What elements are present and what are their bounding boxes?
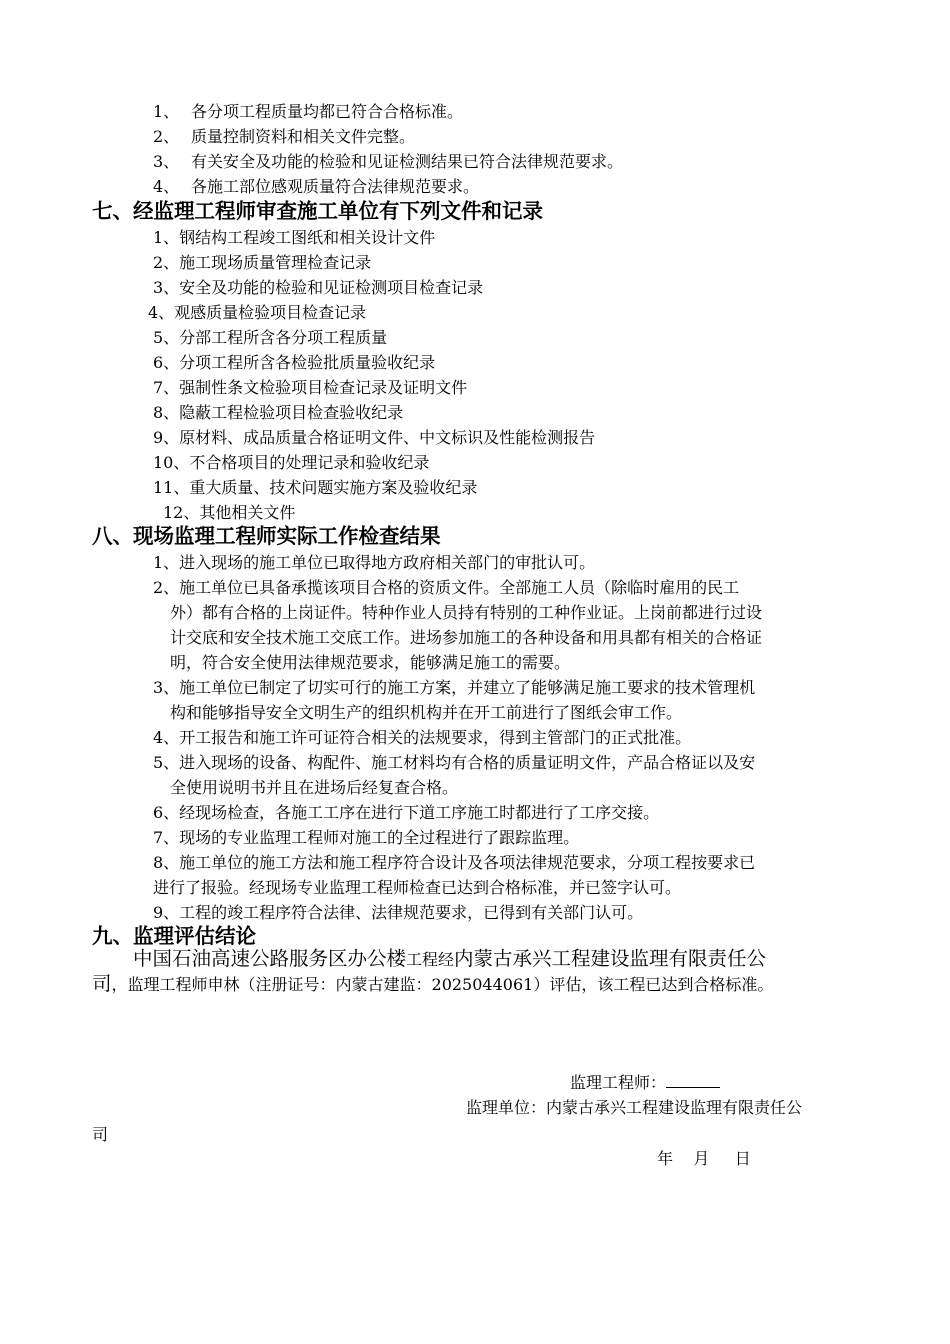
section8-item-5: 5、进入现场的设备、构配件、施工材料均有合格的质量证明文件，产品合格证以及安	[153, 753, 756, 772]
section8-item-9: 9、工程的竣工程序符合法律、法律规范要求，已得到有关部门认可。	[153, 903, 644, 922]
section7-item: 3、安全及功能的检验和见证检测项目检查记录	[153, 278, 484, 297]
section8-item-3-cont: 构和能够指导安全文明生产的组织机构并在开工前进行了图纸会审工作。	[170, 703, 683, 722]
section8-item-4: 4、开工报告和施工许可证符合相关的法规要求，得到主管部门的正式批准。	[153, 728, 692, 747]
section7-item: 11、重大质量、技术问题实施方案及验收纪录	[153, 478, 478, 497]
section6-item-3: 3、 有关安全及功能的检验和见证检测结果已符合法律规范要求。	[153, 152, 624, 171]
section8-item-6: 6、经现场检查，各施工工序在进行下道工序施工时都进行了工序交接。	[153, 803, 660, 822]
signature-blank	[666, 1070, 720, 1088]
section7-item: 6、分项工程所含各检验批质量验收纪录	[153, 353, 436, 372]
section6-item-4: 4、 各施工部位感观质量符合法律规范要求。	[153, 177, 480, 196]
section8-item-8: 8、施工单位的施工方法和施工程序符合设计及各项法律规范要求，分项工程按要求已	[153, 853, 756, 872]
signature-date: 年 月 日	[657, 1149, 751, 1168]
section7-item: 5、分部工程所含各分项工程质量	[153, 328, 388, 347]
section8-heading: 八、现场监理工程师实际工作检查结果	[92, 524, 441, 548]
section6-item-1: 1、 各分项工程质量均都已符合合格标准。	[153, 102, 464, 121]
section8-item-2-cont: 外）都有合格的上岗证件。特种作业人员持有特别的工种作业证。上岗前都进行过设	[170, 603, 763, 622]
section7-item: 2、施工现场质量管理检查记录	[153, 253, 372, 272]
section7-item: 7、强制性条文检验项目检查记录及证明文件	[153, 378, 468, 397]
section8-item-2-cont: 明，符合安全使用法律规范要求，能够满足施工的需要。	[170, 653, 571, 672]
supervision-unit-label: 监理单位：内蒙古承兴工程建设监理有限责任公	[466, 1098, 803, 1117]
section8-item-7: 7、现场的专业监理工程师对施工的全过程进行了跟踪监理。	[153, 828, 580, 847]
section8-item-8-cont: 进行了报验。经现场专业监理工程师检查已达到合格标准，并已签字认可。	[153, 878, 682, 897]
section7-item: 10、不合格项目的处理记录和验收纪录	[153, 453, 430, 472]
engineer-signature-line: 监理工程师：	[570, 1070, 720, 1095]
section7-heading: 七、经监理工程师审查施工单位有下列文件和记录	[92, 199, 543, 223]
section7-item: 9、原材料、成品质量合格证明文件、中文标识及性能检测报告	[153, 428, 596, 447]
section6-item-2: 2、 质量控制资料和相关文件完整。	[153, 127, 416, 146]
supervision-unit-label-cont: 司	[92, 1125, 109, 1144]
section8-item-2-cont: 计交底和安全技术施工交底工作。进场参加施工的各种设备和用具都有相关的合格证	[170, 628, 763, 647]
section8-item-5-cont: 全使用说明书并且在进场后经复查合格。	[170, 778, 459, 797]
section7-item: 8、隐蔽工程检验项目检查验收纪录	[153, 403, 404, 422]
section8-item-1: 1、进入现场的施工单位已取得地方政府相关部门的审批认可。	[153, 553, 596, 572]
section9-heading: 九、监理评估结论	[92, 924, 256, 948]
section8-item-2: 2、施工单位已具备承揽该项目合格的资质文件。全部施工人员（除临时雇用的民工	[153, 578, 740, 597]
conclusion-paragraph-line2: 司，监理工程师申林（注册证号：内蒙古建监：2025044061）评估，该工程已达到合格标准。	[92, 972, 774, 995]
section8-item-3: 3、施工单位已制定了切实可行的施工方案，并建立了能够满足施工要求的技术管理机	[153, 678, 756, 697]
conclusion-paragraph-line1: 中国石油高速公路服务区办公楼工程经内蒙古承兴工程建设监理有限责任公	[133, 947, 767, 970]
section7-item: 4、观感质量检验项目检查记录	[148, 303, 367, 322]
section7-item: 12、其他相关文件	[163, 503, 296, 522]
section7-item: 1、钢结构工程竣工图纸和相关设计文件	[153, 228, 436, 247]
